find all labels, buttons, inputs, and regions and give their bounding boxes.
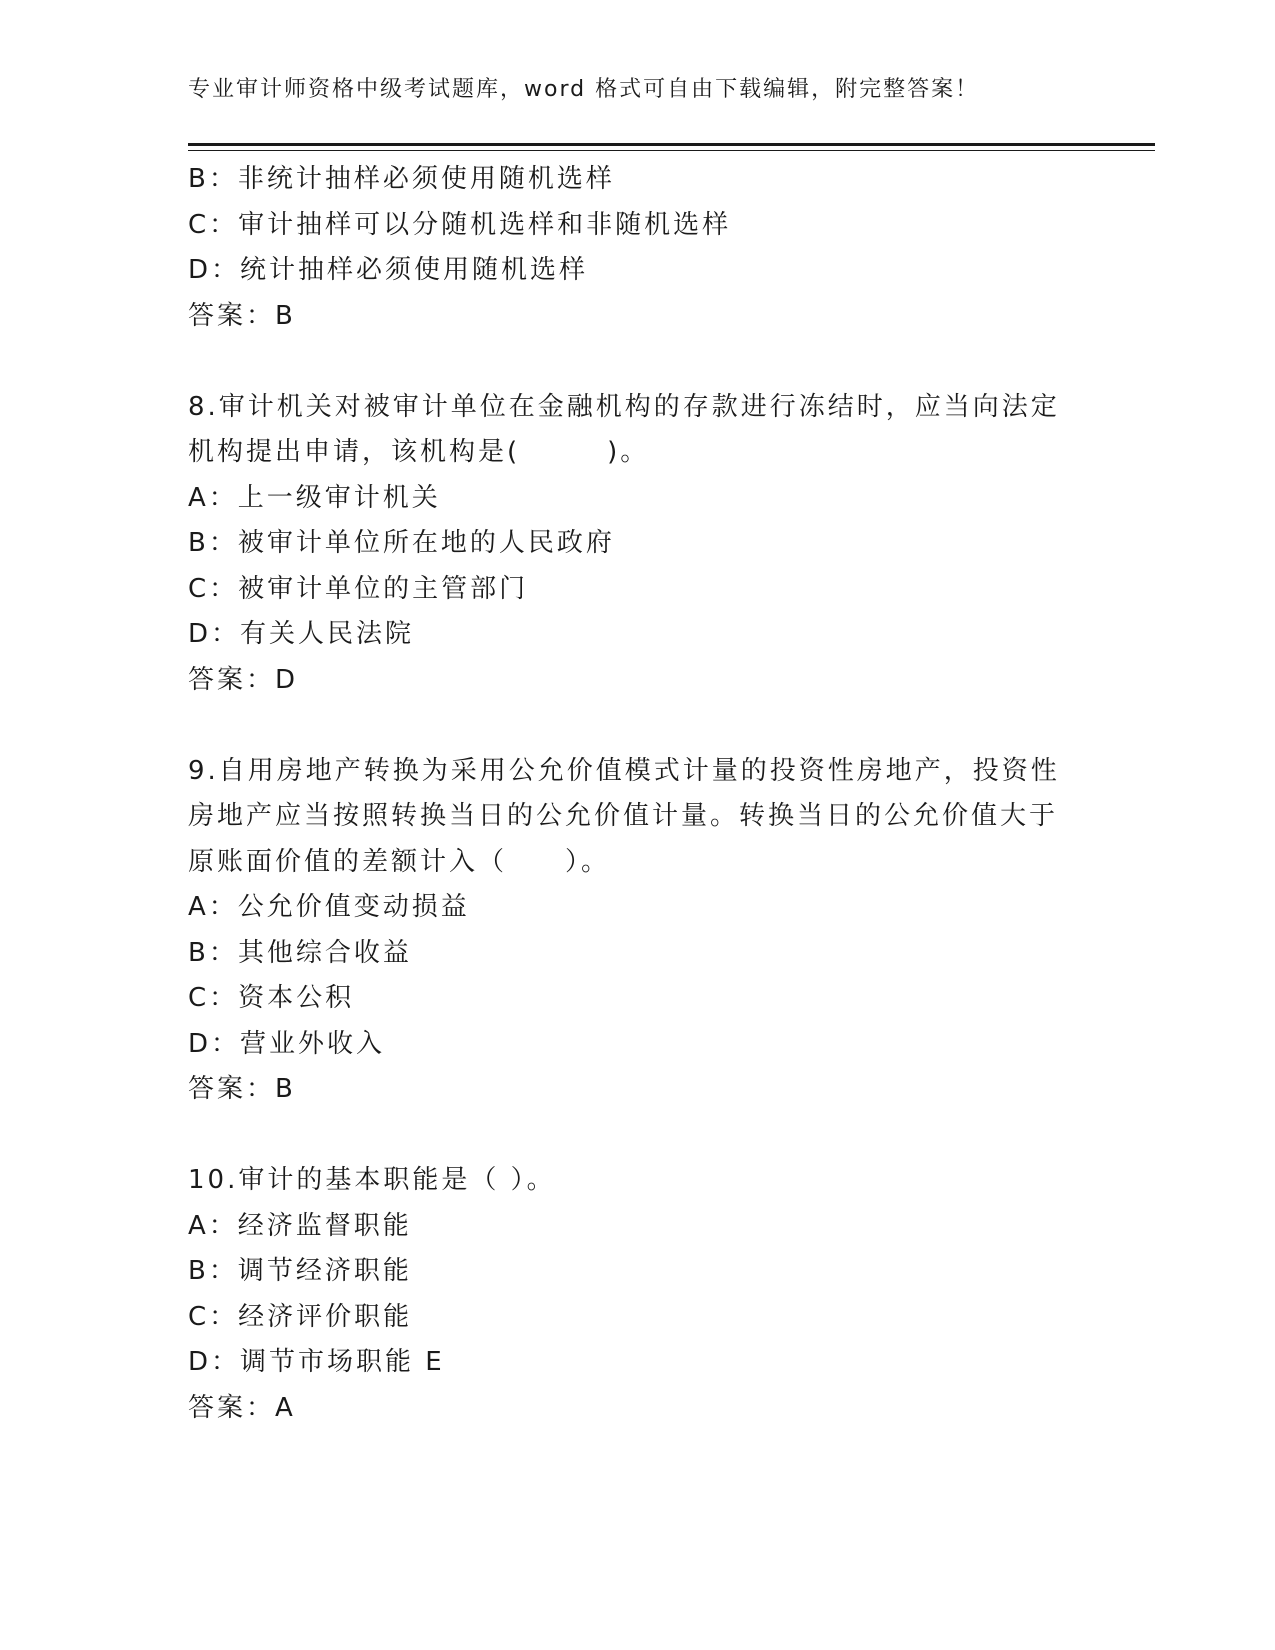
question-stem-line: 10.审计的基本职能是（ ）。 [188, 1165, 556, 1195]
question-10 [188, 1158, 1088, 1431]
question-stem-line: 9.自用房地产转换为采用公允价值模式计量的投资性房地产，投资性 [188, 755, 1060, 786]
option-b: B：调节经济职能 [188, 1256, 412, 1286]
question-7-continuation [188, 157, 1088, 339]
option-b: B：其他综合收益 [188, 937, 412, 968]
answer: 答案：B [188, 1074, 296, 1104]
question-stem-line: 机构提出申请，该机构是( )。 [188, 437, 650, 467]
question-9 [188, 749, 1088, 1113]
option-b: B：被审计单位所在地的人民政府 [188, 528, 615, 558]
option-c: C：经济评价职能 [188, 1301, 413, 1332]
question-stem-line: 8.审计机关对被审计单位在金融机构的存款进行冻结时，应当向法定 [188, 391, 1060, 422]
option-c: C：资本公积 [188, 983, 355, 1013]
document-body [188, 157, 1088, 1431]
option-a: A：上一级审计机关 [188, 482, 441, 513]
question-stem-line: 房地产应当按照转换当日的公允价值计量。转换当日的公允价值大于 [188, 801, 1059, 831]
answer: 答案：B [188, 300, 296, 331]
question-8 [188, 385, 1088, 704]
option-d: D：统计抽样必须使用随机选样 [188, 255, 589, 285]
option-b: B：非统计抽样必须使用随机选样 [188, 164, 615, 194]
answer: 答案：D [188, 664, 299, 695]
page-header: 专业审计师资格中级考试题库，word 格式可自由下载编辑，附完整答案！ [188, 77, 980, 102]
question-stem-line: 原账面价值的差额计入（ ）。 [188, 846, 611, 877]
answer: 答案：A [188, 1392, 296, 1423]
option-d: D：营业外收入 [188, 1028, 386, 1059]
header-rule-thin [188, 150, 1155, 151]
header-rule-thick [188, 143, 1155, 146]
option-d: D：调节市场职能 E [188, 1347, 445, 1377]
option-a: A：公允价值变动损益 [188, 892, 470, 922]
option-c: C：审计抽样可以分随机选样和非随机选样 [188, 209, 732, 240]
option-d: D：有关人民法院 [188, 619, 415, 649]
option-a: A：经济监督职能 [188, 1210, 412, 1241]
option-c: C：被审计单位的主管部门 [188, 573, 529, 604]
